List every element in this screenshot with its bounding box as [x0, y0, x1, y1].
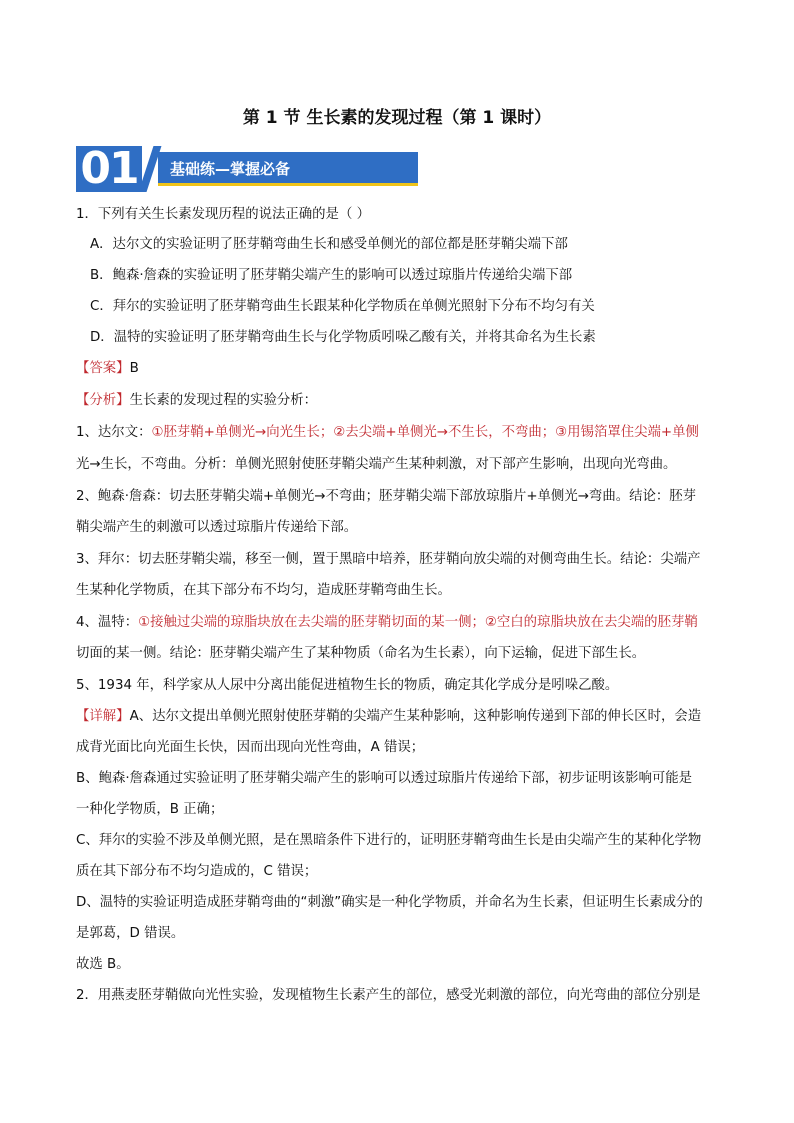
detail-line-d2: 是郭葛，D 错误。 [76, 926, 185, 941]
analysis-intro: 生长素的发现过程的实验分析： [129, 393, 318, 408]
detail-line-a1 [76, 708, 736, 726]
answer-line [76, 360, 736, 378]
detail-tag: 【详解】 [76, 709, 130, 724]
question-1-stem: 1．下列有关生长素发现历程的说法正确的是（ ） [76, 207, 370, 222]
detail-a1-text: A、达尔文提出单侧光照射使胚芽鞘的尖端产生某种影响，这种影响传递到下部的伸长区时，会造 [129, 709, 702, 724]
option-b: B．鲍森·詹森的实验证明了胚芽鞘尖端产生的影响可以透过琼脂片传递给尖端下部 [90, 268, 573, 283]
analysis-p4-step-1: ①接触过尖端的琼脂块放在去尖端的胚芽鞘切面的某一侧； [138, 615, 485, 630]
analysis-p4-line1 [76, 614, 736, 632]
detail-conclusion: 故选 B。 [76, 957, 130, 972]
analysis-p1-line1 [76, 424, 736, 442]
analysis-p1-lead: 1、达尔文： [76, 425, 152, 440]
analysis-heading [76, 392, 736, 410]
section-label: 基础练—掌握必备 [158, 152, 418, 186]
analysis-p2-line1: 2、鲍森·詹森：切去胚芽鞘尖端+单侧光→不弯曲；胚芽鞘尖端下部放琼脂片+单侧光→弯曲。结论：胚芽 [76, 489, 697, 504]
analysis-p4-step-2: ②空白的琼脂块放在去尖端的胚芽鞘 [484, 615, 698, 630]
analysis-tag: 【分析】 [76, 393, 130, 408]
detail-line-c2: 质在其下部分布不均匀造成的，C 错误； [76, 864, 318, 879]
analysis-step-3: ③用锡箔罩住尖端+单侧 [555, 425, 699, 440]
analysis-p3-line2: 生某种化学物质，在其下部分布不均匀，造成胚芽鞘弯曲生长。 [76, 583, 451, 598]
detail-line-d1: D、温特的实验证明造成胚芽鞘弯曲的“刺激”确实是一种化学物质，并命名为生长素，但证明生长素成分的 [76, 895, 703, 910]
answer-tag: 【答案】 [76, 361, 130, 376]
page-title: 第 1 节 生长素的发现过程（第 1 课时） [242, 108, 552, 128]
analysis-step-2: ②去尖端+单侧光→不生长，不弯曲； [333, 425, 556, 440]
section-number: 01 [76, 146, 142, 192]
analysis-p3-line1: 3、拜尔：切去胚芽鞘尖端，移至一侧，置于黑暗中培养，胚芽鞘向放尖端的对侧弯曲生长。结论：尖端产 [76, 552, 701, 567]
option-d: D．温特的实验证明了胚芽鞘弯曲生长与化学物质吲哚乙酸有关，并将其命名为生长素 [90, 330, 596, 345]
detail-line-b2: 一种化学物质，B 正确； [76, 802, 224, 817]
question-2-stem: 2．用燕麦胚芽鞘做向光性实验，发现植物生长素产生的部位，感受光刺激的部位，向光弯曲的部位分别是 [76, 988, 701, 1003]
analysis-p5: 5、1934 年，科学家从人尿中分离出能促进植物生长的物质，确定其化学成分是吲哚乙酸。 [76, 678, 619, 693]
analysis-step-1: ①胚芽鞘+单侧光→向光生长； [151, 425, 334, 440]
analysis-p4-lead: 4、温特： [76, 615, 139, 630]
option-c: C．拜尔的实验证明了胚芽鞘弯曲生长跟某种化学物质在单侧光照射下分布不均匀有关 [90, 299, 595, 314]
analysis-p2-line2: 鞘尖端产生的刺激可以透过琼脂片传递给下部。 [76, 520, 358, 535]
analysis-p1-line2: 光→生长，不弯曲。分析：单侧光照射使胚芽鞘尖端产生某种刺激，对下部产生影响，出现向光弯曲。 [76, 457, 677, 472]
answer-value: B [129, 361, 139, 376]
analysis-p4-line2: 切面的某一侧。结论：胚芽鞘尖端产生了某种物质（命名为生长素），向下运输，促进下部生长。 [76, 646, 646, 661]
detail-line-c1: C、拜尔的实验不涉及单侧光照，是在黑暗条件下进行的，证明胚芽鞘弯曲生长是由尖端产生的某种化学物 [76, 833, 702, 848]
detail-line-a2: 成背光面比向光面生长快，因而出现向光性弯曲，A 错误； [76, 740, 425, 755]
option-a: A．达尔文的实验证明了胚芽鞘弯曲生长和感受单侧光的部位都是胚芽鞘尖端下部 [90, 237, 568, 252]
detail-line-b1: B、鲍森·詹森通过实验证明了胚芽鞘尖端产生的影响可以透过琼脂片传递给下部，初步证明该影响可能是 [76, 771, 693, 786]
section-banner [76, 143, 346, 194]
